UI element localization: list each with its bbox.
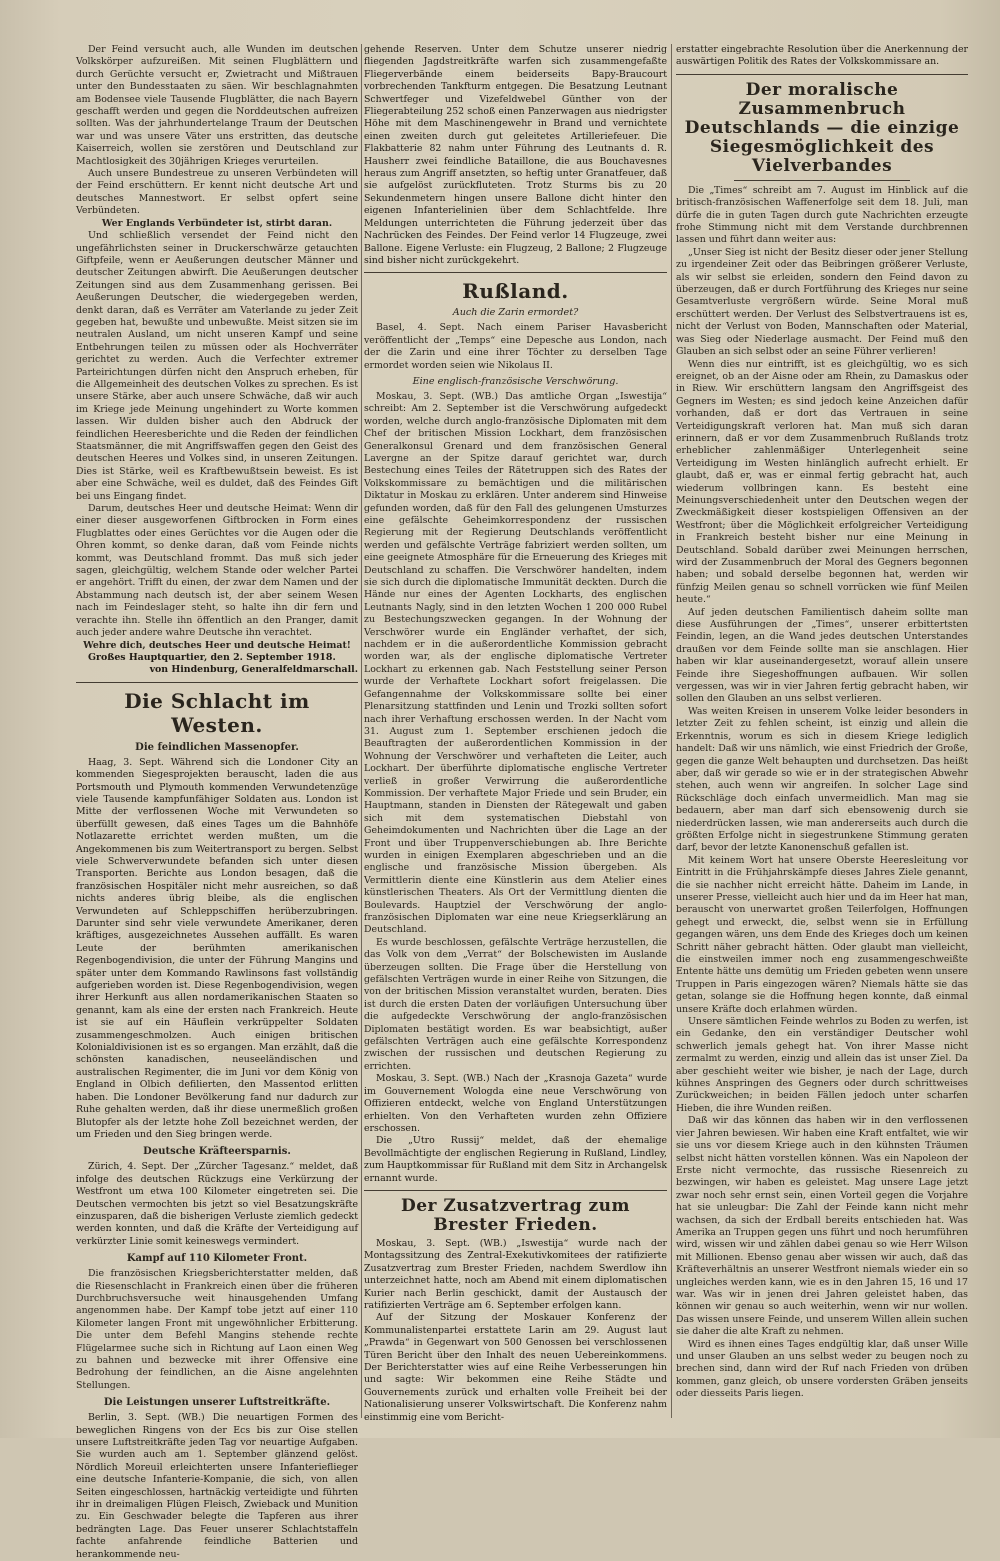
column-2 xyxy=(364,44,667,1423)
article-paragraph: Wenn dies nur eintrifft, ist es gleichgültig, wo es sich ereignet, ob an der Aisne oder am Rhein, zu Damaskus oder in Riew. Wir erschüttern langsam den Angriffsgeist des Gegners im Westen; es sind jedoch keine Anzeichen dafür vorhanden, daß er dort das Vertrauen in seine Verteidigungskraft verloren hat. Man muß sich daran erinnern, daß er vor dem Zusammenbruch Rußlands trotz erheblicher zahlenmäßiger Unterlegenheit seine Verteidigung im Westen hinlänglich aufrecht erhielt. Er glaubt, daß er, was er einmal fertig gebracht hat, auch wiederum vollbringen kann. Es besteht eine Meinungsverschiedenheit unter den Deutschen wegen der Zweckmäßigkeit dieser kostspieligen Offensiven an der Westfront; über die Möglichkeit erfolgreicher Verteidigung in Frankreich besteht bisher nur eine Meinung in Deutschland. Sobald darüber zwei Meinungen herrschen, wird der Zusammenbruch der Moral des Gegners begonnen haben; und sobald derselbe begonnen hat, werden wir fünfzig Meilen genau so schnell vorrücken wie fünf Meilen heute.“ xyxy=(676,358,968,606)
article-slogan: Wehre dich, deutsches Heer und deutsche Heimat! xyxy=(83,639,351,651)
subhead: Deutsche Kräfteersparnis. xyxy=(143,1146,291,1158)
article-paragraph: Mit keinem Wort hat unsere Oberste Heeresleitung vor Eintritt in die Frühjahrskämpfe dieses Jahres Ziele genannt, die sie nachher nicht erreicht hätte. Daheim im Lande, in unserer Presse, vielleicht auch hier und da im Heer hat man, berauscht von unerwartet großen Teilerfolgen, Hoffnungen gehegt und erweckt, die, selbst wenn sie in Erfüllung gegangen wären, uns dem Ende des Krieges doch um keinen Schritt näher gebracht hätten. Oder glaubt man vielleicht, die einstweilen immer noch eng zusammengeschweißte Entente hätte uns demütig um Frieden gebeten wenn unsere Truppen in Paris eingezogen wären? Niemals hätte sie das getan, solange sie die Hoffnung hegen konnte, daß einmal unsere Kräfte doch erlahmen würden. xyxy=(676,854,968,1015)
article-paragraph: Der Feind versucht auch, alle Wunden im deutschen Volkskörper aufzureißen. Mit seinen Flugblättern und durch Gerüchte versucht er, Zwietracht und Mißtrauen unter den Bundesstaaten zu säen. Wir beschlagnahmten am Bodensee viele Tausende Flugblätter, die nach Bayern geschafft werden und gegen die Norddeutschen aufreizen sollten. Was der jahrhundertelange Traum der Deutschen war und was unsere Väter uns erstritten, das deutsche Kaiserreich, wollen sie zerstören und Deutschland zur Machtlosigkeit des 30jährigen Krieges verurteilen. xyxy=(76,44,358,167)
section-divider xyxy=(364,1190,667,1191)
article-paragraph: Darum, deutsches Heer und deutsche Heimat: Wenn dir einer dieser ausgeworfenen Giftbrocken in Form eines Flugblattes oder eines Gerüchtes vor die Augen oder die Ohren kommt, so denke daran, daß vom Feinde nichts kommt, was Deutschland frommt. Das muß sich jeder sagen, gleichgültig, welchem Stande oder welcher Partei er angehört. Trifft du einen, der zwar dem Namen und der Abstammung nach deutsch ist, der aber seinem Wesen nach im Feindeslager steht, so halte ihn dir fern und verachte ihn. Stelle ihn öffentlich an den Pranger, damit auch jeder andere wahre Deutsche ihn verachtet. xyxy=(76,503,358,639)
section-divider xyxy=(676,74,968,75)
article-paragraph: Berlin, 3. Sept. (WB.) Die neuartigen Formen des beweglichen Ringens von der Ecs bis zur Oise stellen unsere Luftstreitkräfte jeden Tag vor neuartige Aufgaben. Sie wurden auch am 1. September glänzend gelöst. Nördlich Moreuil erleichterten unsere Infanterieflieger eine deutsche Infanterie-Kompanie, die sich, von allen Seiten eingeschlossen, hartnäckig verteidigte und führten ihr in dreimaligen Flügen Fleisch, Zwieback und Munition zu. Ein Geschwader belegte die Tapferen aus ihrer bedrängten Lage. Das Feuer unserer Schlachtstaffeln fachte anfahrende feindliche Batterien und herankommende neu- xyxy=(76,1412,358,1560)
article-paragraph: Was weiten Kreisen in unserem Volke leider besonders in letzter Zeit zu fehlen scheint, ist einzig und allein die Erkenntnis, worum es sich in diesem Kriege lediglich handelt: Daß wir uns nämlich, wie einst Friedrich der Große, gegen die ganze Welt behaupten und durchsetzen. Das heißt aber, daß wir gerade so wie er in der strategischen Abwehr stehen, auch wenn wir angreifen. In solcher Lage sind Rückschläge doch einfach unvermeidlich. Man mag sie bedauern, aber man darf sich ebensowenig durch sie niederdrücken lassen, wie man andererseits auch durch die größten Erfolge nicht in siegestrunkene Stimmung geraten darf, bevor der letzte Kanonenschuß gefallen ist. xyxy=(676,705,968,854)
article-paragraph: Moskau, 3. Sept. (WB.) Das amtliche Organ „Iswestija“ schreibt: Am 2. September ist die Verschwörung aufgedeckt worden, welche durch anglo-französische Diplomaten mit dem Chef der britischen Mission Lockhart, dem französischen Generalkonsul Grenard und dem französischen General Lavergne an der Spitze darauf gerichtet war, durch Bestechung eines Teiles der Rätetruppen sich des Rates der Volkskommissare zu bemächtigen und die militärischen Diktatur in Moskau zu erklären. Unter anderem sind Hinweise gefunden worden, daß für den Fall des gelungenen Umsturzes eine gefälschte Geheimkorrespondenz der russischen Regierung mit der Regierung Deutschlands veröffentlicht werden und gefälschte Verträge fabriziert werden sollten, um eine geeignete Atmosphäre für die Erneuerung des Krieges mit Deutschland zu schaffen. Die Verschwörer handelten, indem sie sich durch die diplomatische Immunität deckten. Durch die Hände nur eines der Agenten Lockharts, des englischen Leutnants Nagly, sind in den letzten Wochen 1 200 000 Rubel zu Bestechungszwecken gegangen. In der Wohnung der Verschwörer wurde ein Engländer verhaftet, der sich, nachdem er in die außerordentliche Kommission gebracht worden war, als der englische diplomatische Vertreter Lockhart zu erkennen gab. Nach Feststellung seiner Person wurde der Verhaftete Lockhart sofort freigelassen. Die Gefangennahme der Volkskommissare sollte bei einer Plenarsitzung stattfinden und Lenin und Trozki sollten sofort nach ihrer Verhaftung erschossen werden. In der Nacht vom 31. August zum 1. September erschienen jedoch die Beauftragten der außerordentlichen Kommission in der Wohnung der Verschwörer und verhafteten die Leiter, auch Lockhart. Der überführte diplomatische englische Vertreter verließ in großer Verwirrung die außerordentliche Kommission. Der verhaftete Major Friede und sein Bruder, ein Hauptmann, standen in Diensten der Rätegewalt und gaben sich mit dem systematischen Diebstahl von Geheimdokumenten und Nachrichten über die Lage an der Front und über Truppenverschiebungen ab. Ihre Berichte wurden in einigen Exemplaren abgeschrieben und an die englische und französische Mission übergeben. Als Vermittlerin diente eine Künstlerin aus dem Atelier eines künstlerischen Theaters. Als Ort der Vermittlung dienten die Boulevards. Hauptziel der Verschwörung der anglo-französischen Diplomaten war eine neue Kriegserklärung an Deutschland. xyxy=(364,390,667,936)
article-paragraph: Haag, 3. Sept. Während sich die Londoner City an kommenden Siegesprojekten berauscht, laden die aus Portsmouth und Plymouth kommenden Verwundetenzüge viele Tausende kampfunfähiger Soldaten aus. London ist Mitte der verflossenen Woche mit Verwundeten so überfüllt gewesen, daß eines Tages um die Bahnhöfe Notlazarette errichtet werden mußten, um die Angekommenen bis zum Weitertransport zu bergen. Selbst viele Schwerverwundete befanden sich unter diesen Transporten. Berichte aus London besagen, daß die französischen Hospitäler nicht mehr ausreichen, so daß nichts anderes übrig bleibe, als die englischen Verwundeten auf Schleppschiffen herüberzubringen. Darunter sind sehr viele verwundete Amerikaner, deren kräftiges, ausgezeichnetes Aussehen auffällt. Es waren Leute der berühmten amerikanischen Regenbogendivision, die unter der Führung Mangins und später unter dem Kommando Rawlinsons fast vollständig aufgerieben worden ist. Diese Regenbogendivision, wegen ihrer Herkunft aus allen nordamerikanischen Staaten so genannt, kam als eine der ersten nach Frankreich. Heute ist sie auf ein Häuflein verkrüppelter Soldaten zusammengeschmolzen. Auch einigen britischen Kolonialdivisionen ist es so ergangen. Man erzählt, daß die schönsten kanadischen, neuseeländischen und australischen Regimenter, die im Juni vor dem König von England in Olbich defilierten, den Massentod erlitten haben. Die Londoner Bevölkerung fand nur dadurch zur Ruhe gehalten werden, daß ihr diese unermeßlich großen Blutopfer als der letzte hohe Zoll bezeichnet werden, der um Frieden und den Sieg bringen werde. xyxy=(76,756,358,1140)
article-paragraph: Wird es ihnen eines Tages endgültig klar, daß unser Wille und unser Glauben an uns selbst weder zu beugen noch zu brechen sind, dann wird der Ruf nach Frieden von drüben kommen, ganz gleich, ob unsere vordersten Gräben jenseits oder diesseits Paris liegen. xyxy=(676,1338,968,1400)
article-paragraph: Und schließlich versendet der Feind nicht den ungefährlichsten seiner in Druckerschwärze getauchten Giftpfeile, wenn er Aeußerungen deutscher Männer und deutscher Zeitungen abwirft. Die Aeußerungen deutscher Zeitungen sind aus dem Zusammenhang gerissen. Bei Aeußerungen Deutscher, die wiedergegeben werden, denkt daran, daß es Verräter am Vaterlande zu jeder Zeit gegeben hat, bewußte und unbewußte. Meist sitzen sie im neutralen Ausland, um nicht unseren Kampf und seine Entbehrungen teilen zu müssen oder als Hochverräter gerichtet zu werden. Auch die Verfechter extremer Parteirichtungen dürfen nicht den Anspruch erheben, für die Allgemeinheit des deutschen Volkes zu sprechen. Es ist unsere Stärke, aber auch unsere Schwäche, daß wir auch im Kriege jede Meinung ungehindert zu Worte kommen lassen. Wir dulden bisher auch den Abdruck der feindlichen Heeresberichte und die Reden der feindlichen Staatsmänner, die mit Angriffswaffen gegen den Geist des deutschen Heeres und Volkes sind, in unseren Zeitungen. Dies ist Stärke, weil es Kraftbewußtsein beweist. Es ist aber eine Schwäche, weil es duldet, daß des Feindes Gift bei uns Eingang findet. xyxy=(76,230,358,502)
article-paragraph: Die französischen Kriegsberichterstatter melden, daß die Riesenschlacht in Frankreich einen über die früheren Durchbruchsversuche weit hinausgehenden Umfang angenommen habe. Der Kampf tobe jetzt auf einer 110 Kilometer langen Front mit ungewöhnlicher Erbitterung. Die unter dem Befehl Mangins stehende rechte Flügelarmee suche sich in Richtung auf Laon einen Weg zu bahnen und bezwecke mit ihrer Offensive eine Bedrohung der feindlichen, an die Aisne angelehnten Stellungen. xyxy=(76,1268,358,1391)
article-paragraph: Auf der Sitzung der Moskauer Konferenz der Kommunalistenpartei erstattete Larin am 29. August laut „Prawda“ in Gegenwart von 500 Genossen bei verschlossenen Türen Bericht über den Inhalt des neuen Uebereinkommens. Der Berichterstatter wies auf eine Reihe Verbesserungen hin und sagte: Wir bekommen eine Reihe Städte und Gouvernements zurück und erhalten volle Freiheit bei der Nationalisierung unserer Volkswirtschaft. Die Konferenz nahm einstimmig eine vom Bericht- xyxy=(364,1312,667,1423)
signature-name: von Hindenburg, Generalfeldmarschall. xyxy=(149,664,358,676)
article-paragraph: Die „Utro Russij“ meldet, daß der ehemalige Bevollmächtigte der englischen Regierung in Rußland, Lindley, zum Hauptkommissar für Rußland mit dem Sitz in Archangelsk ernannt wurde. xyxy=(364,1135,667,1184)
subhead: Die Leistungen unserer Luftstreitkräfte. xyxy=(103,1397,331,1409)
headline-zusatzvertrag: Der Zusatzvertrag zum Brester Frieden. xyxy=(400,1195,631,1235)
article-slogan: Wer Englands Verbündeter ist, stirbt daran. xyxy=(101,217,333,229)
headline-moralischer-zusammenbruch: Der moralische Zusammenbruch Deutschlands — die einzige Siegesmöglichkeit des Vielverbandes xyxy=(684,79,960,176)
signature-place-date: Großes Hauptquartier, den 2. September 1918. xyxy=(88,651,336,663)
article-paragraph: Moskau, 3. Sept. (WB.) Nach der „Krasnoja Gazeta“ wurde im Gouvernement Wologda eine neue Verschwörung von Offizieren entdeckt, welche von England Unterstützungen erhielten. Von den Verhafteten wurden zehn Offiziere erschossen. xyxy=(364,1073,667,1134)
headline-schlacht-im-westen: Die Schlacht im Westen. xyxy=(124,688,310,737)
headline-russland: Rußland. xyxy=(462,279,569,304)
section-divider xyxy=(76,682,358,683)
section-divider xyxy=(364,272,667,273)
column-divider xyxy=(671,44,672,1418)
column-divider xyxy=(361,44,362,1418)
section-divider xyxy=(734,180,909,181)
article-paragraph: Basel, 4. Sept. Nach einem Pariser Havasbericht veröffentlicht der „Temps“ eine Depesche aus London, nach der die Zarin und eine ihrer Töchter zu derselben Tage ermordet worden seien wie Nikolaus II. xyxy=(364,322,667,371)
subhead: Eine englisch-französische Verschwörung. xyxy=(412,375,619,387)
article-paragraph: Daß wir das können das haben wir in den verflossenen vier Jahren bewiesen. Wir haben eine Kraft entfaltet, wie wir sie uns vor diesem Kriege auch in den kühnsten Träumen selbst nicht hätten vorstellen können. Was ein Napoleon der Erste nicht vermochte, das russische Riesenreich zu bezwingen, wir haben es geleistet. Mag unsere Lage jetzt zwar noch sehr ernst sein, einen Vorteil gegen die Vorjahre hat sie unleugbar: Die Zahl der Feinde kann nicht mehr wachsen, da sich der Erdball bereits entschieden hat. Was Amerika an Truppen gegen uns führt und noch herumführen wird, wissen wir und zählen dabei genau so wie Herr Wilson mit Millionen. Ebenso genau aber wissen wir auch, daß das Kräfteverhältnis an unserer Westfront niemals wieder ein so ungleiches werden kann, wie es in den Jahren 15, 16 und 17 war. Was wir in jenen drei Jahren geleistet haben, das können wir genau so auch weiterhin, wenn wir nur wollen. Das wissen unsere Feinde, und unserem Willen allein suchen sie daher die alte Kraft zu nehmen. xyxy=(676,1115,968,1338)
article-paragraph: Auch unsere Bundestreue zu unseren Verbündeten will der Feind erschüttern. Er kennt nicht deutsche Art und deutsches Mannestwort. Er selbst opfert seine Verbündeten. xyxy=(76,168,358,217)
article-paragraph: Moskau, 3. Sept. (WB.) „Iswestija“ wurde nach der Montagssitzung des Zentral-Exekutivkomitees der ratifizierte Zusatzvertrag zum Brester Frieden, nachdem Swerdlow ihn unterzeichnet hatte, noch am Abend mit einem diplomatischen Kurier nach Berlin geschickt, damit der Austausch der ratifizierten Verträge am 6. September erfolgen kann. xyxy=(364,1237,667,1311)
article-paragraph: „Unser Sieg ist nicht der Besitz dieser oder jener Stellung zu irgendeiner Zeit oder das Beibringen größerer Verluste, als wir selbst sie erleiden, sondern den Feind davon zu überzeugen, daß er durch Fortführung des Krieges nur seine Gesamtverluste vergrößern würde. Seine Moral muß erschüttert werden. Der Verlust des Selbstvertrauens ist es, nicht der Verlust von Boden, Mannschaften oder Material, was Sieg oder Niederlage ausmacht. Der Feind muß den Glauben an sich selbst oder an seine Führer verlieren! xyxy=(676,246,968,358)
article-paragraph: erstatter eingebrachte Resolution über die Anerkennung der auswärtigen Politik des Rates der Volkskommissare an. xyxy=(676,44,968,68)
article-paragraph: Zürich, 4. Sept. Der „Zürcher Tagesanz.“ meldet, daß infolge des deutschen Rückzugs eine Verkürzung der Westfront um etwa 100 Kilometer eingetreten sei. Die Deutschen vermochten bis jetzt so viel Besatzungskräfte einzusparen, daß die bisherigen Verluste ziemlich gedeckt werden konnten, und daß die Kräfte der Verteidigung auf verkürzter Linie somit keineswegs vermindert. xyxy=(76,1161,358,1247)
article-paragraph: Die „Times“ schreibt am 7. August im Hinblick auf die britisch-französischen Waffenerfolge seit dem 18. Juli, man dürfe die in guten Tagen durch gute Nachrichten erzeugte frohe Stimmung nicht mit dem Verstande durchbrennen lassen und führt dann weiter aus: xyxy=(676,184,968,246)
subhead: Auch die Zarin ermordet? xyxy=(452,307,579,319)
column-1 xyxy=(76,44,358,1560)
article-paragraph: Es wurde beschlossen, gefälschte Verträge herzustellen, die das Volk von dem „Verrat“ der Bolschewisten im Auslande überzeugen sollten. Die Frage über die Herstellung von gefälschten Verträgen wurde in einer Reihe von Sitzungen, die von der britischen Mission veranstaltet wurden, beraten. Dies ist durch die ersten Daten der vorläufigen Untersuchung über die aufgedeckte Verschwörung der anglo-französischen Diplomaten bestätigt worden. Es war beabsichtigt, außer gefälschten Verträgen auch eine gefälschte Korrespondenz zwischen der russischen und deutschen Regierung zu errichten. xyxy=(364,936,667,1072)
article-paragraph: Unsere sämtlichen Feinde wehrlos zu Boden zu werfen, ist ein Gedanke, den ein verständiger Deutscher wohl schwerlich jemals gehegt hat. Von ihrer Masse nicht zermalmt zu werden, einzig und allein das ist unser Ziel. Da aber geschieht weiter wie bisher, je nach der Lage, durch kühnes Anspringen des Gegners oder durch schrittweises Zurückweichen; in beiden Fällen jedoch unter scharfen Hieben, die ihre Wunden reißen. xyxy=(676,1016,968,1114)
subhead: Die feindlichen Massenopfer. xyxy=(135,741,299,753)
article-paragraph: Auf jeden deutschen Familientisch daheim sollte man diese Ausführungen der „Times“, unserer erbittertsten Feindin, legen, an die Wand jedes deutschen Unterstandes draußen vor dem Feinde sollte man sie anschlagen. Hier haben wir klar auseinandergesetzt, worauf allein unsere Feinde ihre Siegeshoffnungen aufbauen. Wir sollen vergessen, was wir in vier Jahren fertig gebracht haben, wir sollen den Glauben an uns selbst verlieren. xyxy=(676,606,968,705)
column-3 xyxy=(676,44,968,1418)
article-paragraph: gehende Reserven. Unter dem Schutze unserer niedrig fliegenden Jagdstreitkräfte warfen sich zusammengefaßte Fliegerverbände einem beiderseits Bapy-Braucourt vorbrechenden Tankfturm entgegen. Die Besatzung Leutnant Schwertfeger und Vizefeldwebel Günther von der Fliegerabteilung 252 schoß einen Panzerwagen aus niedrigster Höhe mit dem Maschinengewehr in Brand und vernichtete einen zweiten durch gut geleitetes Artilleriefeuer. Die Flakbatterie 82 nahm unter Führung des Leutnants d. R. Hausherr zwei feindliche Bataillone, die aus Bouchavesnes heraus zum Angriff ansetzten, so heftig unter Granatfeuer, daß sie aufgelöst zurückfluteten. Trotz Sturms bis zu 20 Sekundenmetern hingen unsere Ballone dicht hinter den eigenen Infanterielinien über dem Schlachtfelde. Ihre Meldungen unterrichteten die Führung jederzeit über das Nachrücken des Feindes. Der Feind verlor 14 Flugzeuge, zwei Ballone. Eigene Verluste: ein Flugzeug, 2 Ballone; 2 Flugzeuge sind bisher nicht zurückgekehrt. xyxy=(364,44,667,266)
subhead: Kampf auf 110 Kilometer Front. xyxy=(126,1253,308,1265)
